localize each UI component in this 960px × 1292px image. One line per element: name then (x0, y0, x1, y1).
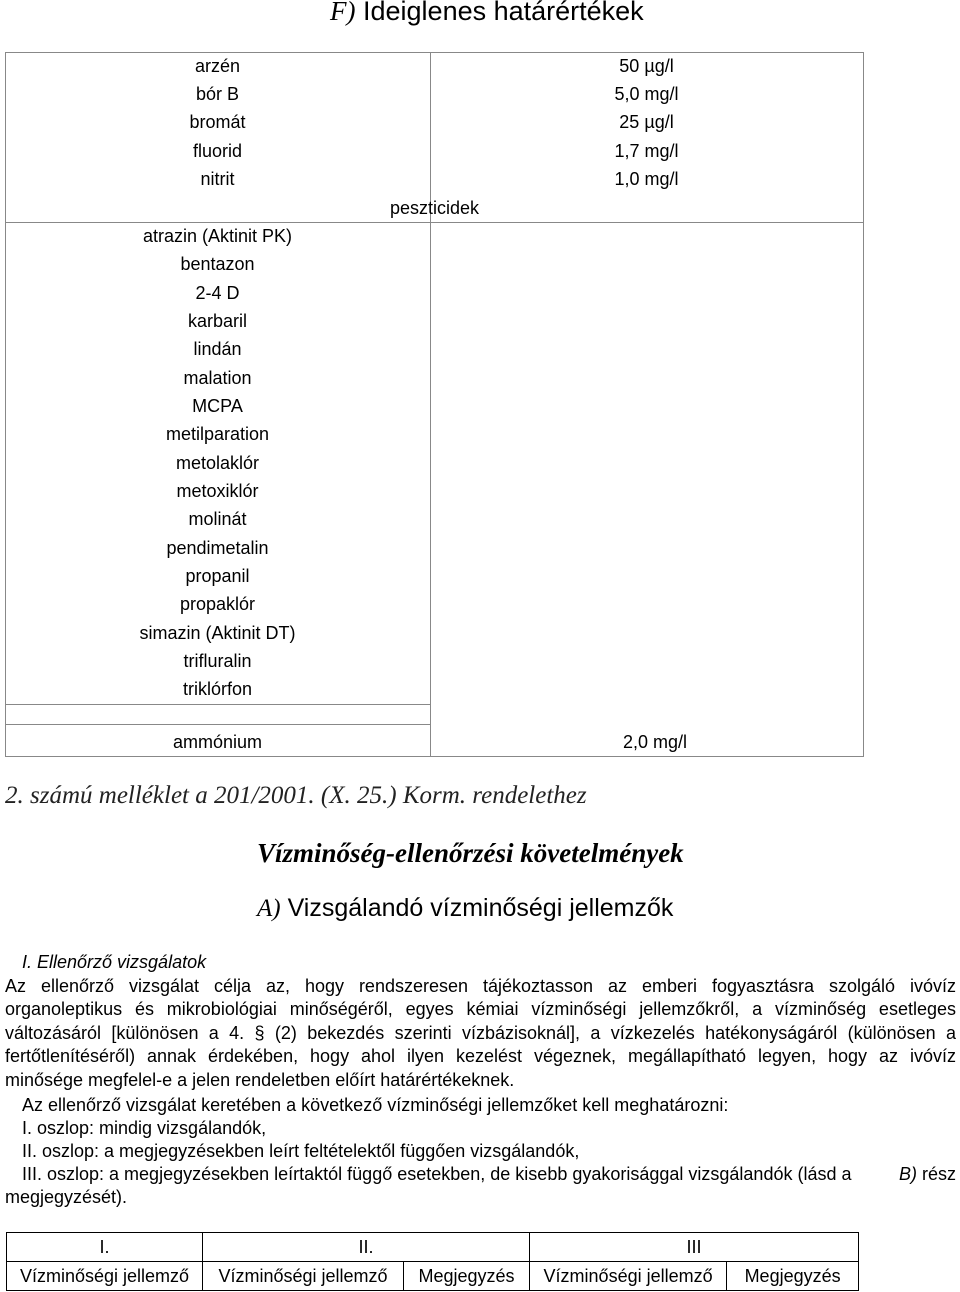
column-note-3-text: III. oszlop: a megjegyzésekben leírtaktól függő esetekben, de kisebb gyakorisággal vizsgálandók (lásd a (22, 1164, 852, 1184)
section-a-prefix: A) (257, 895, 281, 922)
pesticide-name: malation (183, 368, 252, 388)
table-subheader: Megjegyzés (727, 1262, 859, 1291)
pesticide-name: metilparation (165, 424, 270, 444)
section-a-title-text: Vizsgálandó vízminőségi jellemzők (287, 894, 674, 922)
pesticide-name: metoxiklór (176, 481, 259, 501)
limit-name: fluorid (192, 141, 243, 161)
pesticide-name: metolaklór (175, 453, 260, 473)
requirements-table (6, 1232, 859, 1291)
column-note-3-cont: megjegyzését). (5, 1187, 128, 1207)
pesticide-name: MCPA (192, 396, 243, 416)
control-heading: I. Ellenőrző vizsgálatok (22, 952, 207, 972)
table-header-row (7, 1233, 859, 1262)
pesticide-name: karbaril (187, 311, 248, 331)
limit-value: 1,0 mg/l (614, 169, 679, 189)
body-line: változásáról [különösen a 4. § (2) bekezdés szerinti vízbázisoknál], a vízkezelés hatékonyságáról (különösen a (5, 1023, 956, 1043)
limits-table-rule (5, 724, 430, 725)
limit-value: 25 µg/l (619, 112, 674, 132)
section-f-title-text: Ideiglenes határértékek (363, 0, 644, 26)
section-a-title (257, 894, 673, 923)
pesticide-name: trifluralin (183, 651, 252, 671)
body-line: organoleptikus és mikrobiológiai minőségéről, egyes kémiai vízminőségi jellemzőkről, a vízminőség esetleges (5, 999, 956, 1019)
pesticide-name: bentazon (180, 254, 255, 274)
pesticide-name: triklórfon (182, 679, 253, 699)
table-subheader: Vízminőségi jellemző (530, 1262, 727, 1291)
pesticide-name: pendimetalin (166, 538, 269, 558)
pesticide-name: lindán (193, 339, 242, 359)
annex-title: 2. számú melléklet a 201/2001. (X. 25.) Korm. rendelethez (5, 782, 587, 809)
pesticide-name: molinát (188, 509, 247, 529)
body-line: Az ellenőrző vizsgálat keretében a következő vízminőségi jellemzőket kell meghatározni: (22, 1095, 729, 1115)
table-header: III (530, 1233, 859, 1262)
limit-name: bór B (195, 84, 240, 104)
table-subheader: Megjegyzés (404, 1262, 530, 1291)
table-header: II. (203, 1233, 530, 1262)
body-line: fertőtlenítéséről) annak érdekében, hogy ahol ilyen kezelést végeznek, megállapítható legyen, hogy az ivóvíz (5, 1046, 956, 1066)
column-note-2: II. oszlop: a megjegyzésekben leírt feltételektől függően vizsgálandók, (22, 1141, 580, 1161)
table-subheader-row (7, 1262, 859, 1291)
pesticide-name: atrazin (Aktinit PK) (142, 226, 293, 246)
limit-name: nitrit (200, 169, 235, 189)
body-line: minősége megfelel-e a jelen rendeletben előírt határértékeknek. (5, 1070, 515, 1090)
limit-value: 50 µg/l (619, 56, 674, 76)
ammonium-value: 2,0 mg/l (622, 732, 687, 752)
limit-value: 1,7 mg/l (614, 141, 679, 161)
pesticide-name: 2-4 D (195, 283, 240, 303)
limits-table-rule (5, 704, 430, 705)
pesticides-header: peszticidek (390, 198, 480, 218)
pesticide-name: propanil (185, 566, 250, 586)
pesticide-name: simazin (Aktinit DT) (139, 623, 296, 643)
column-note-3-ref: B) (898, 1164, 917, 1184)
requirements-title: Vízminőség-ellenőrzési követelmények (257, 838, 684, 868)
limit-name: bromát (189, 112, 246, 132)
ammonium-name: ammónium (172, 732, 263, 752)
limit-name: arzén (194, 56, 241, 76)
pesticide-name: propaklór (179, 594, 256, 614)
limits-table-rule (430, 222, 863, 223)
section-f-title (330, 0, 644, 27)
column-note-3-tail: rész (921, 1164, 956, 1184)
column-note-1: I. oszlop: mindig vizsgálandók, (22, 1118, 267, 1138)
table-header: I. (7, 1233, 203, 1262)
limit-value: 5,0 mg/l (614, 84, 679, 104)
column-note-3 (5, 1163, 956, 1187)
table-subheader: Vízminőségi jellemző (7, 1262, 203, 1291)
section-f-prefix: F) (330, 0, 356, 26)
body-line: Az ellenőrző vizsgálat célja az, hogy rendszeresen tájékoztasson az emberi fogyasztásra szolgáló ivóvíz (5, 976, 956, 996)
table-subheader: Vízminőségi jellemző (203, 1262, 404, 1291)
